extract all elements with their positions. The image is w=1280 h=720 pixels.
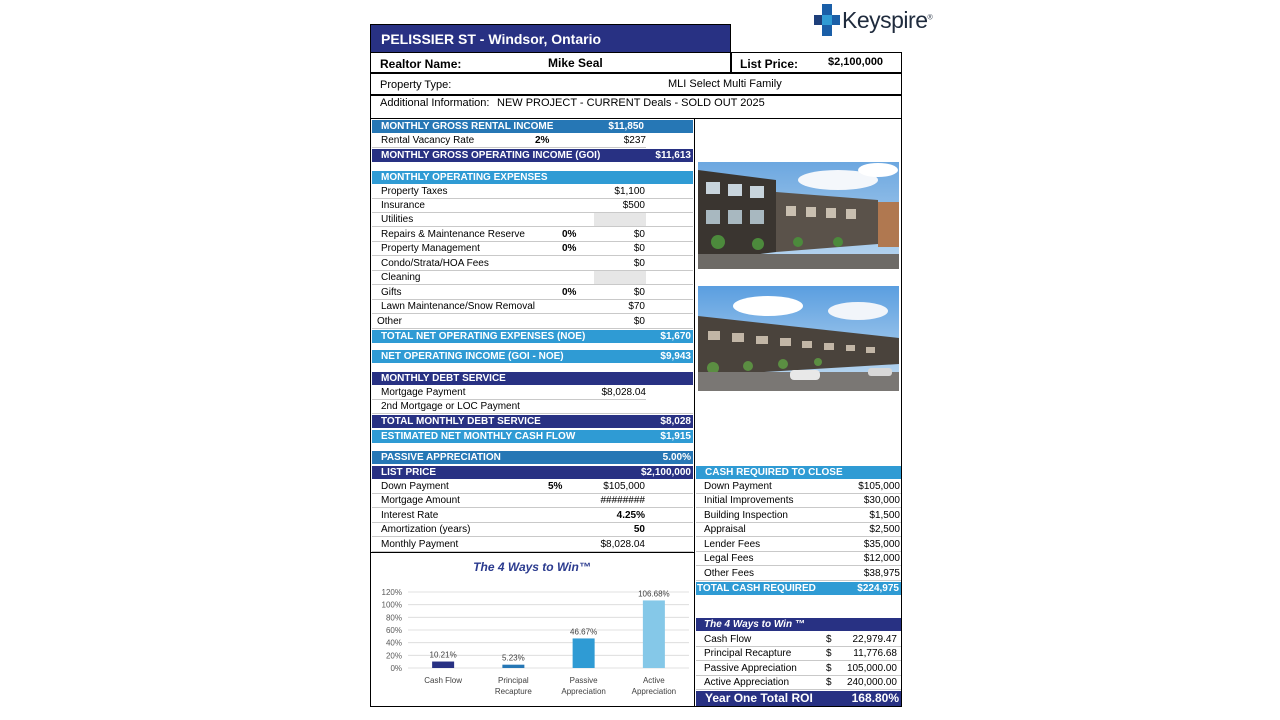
- chart-data-label: 106.68%: [638, 589, 670, 599]
- chart-y-tick-label: 0%: [390, 664, 402, 673]
- realtor-value: Mike Seal: [548, 56, 603, 70]
- chart-category-label: Active: [642, 676, 665, 685]
- cashflow-band: ESTIMATED NET MONTHLY CASH FLOW $1,915: [372, 430, 693, 443]
- passive-appreciation-band: PASSIVE APPRECIATION 5.00%: [372, 451, 693, 464]
- ways-row: [696, 633, 901, 647]
- ways-currency: $: [826, 663, 832, 674]
- financing-row: [372, 523, 693, 537]
- expense-row: [372, 286, 693, 300]
- expense-label: Condo/Strata/HOA Fees: [381, 258, 489, 269]
- expense-row: [372, 315, 693, 329]
- close-cost-label: Lender Fees: [704, 539, 761, 550]
- keyspire-logo: [814, 4, 934, 38]
- noi-band: NET OPERATING INCOME (GOI - NOE) $9,943: [372, 350, 693, 363]
- chart-y-tick-label: 60%: [385, 626, 402, 635]
- expense-value: $0: [633, 229, 645, 240]
- chart-category-label: Appreciation: [561, 687, 606, 696]
- ways-currency: $: [826, 634, 832, 645]
- chart-bar: [502, 665, 524, 668]
- expense-row: [372, 185, 693, 199]
- ways-row: [696, 647, 901, 661]
- chart-category-label: Cash Flow: [424, 676, 463, 685]
- expense-row: [372, 257, 693, 271]
- close-cost-value: $35,000: [863, 539, 900, 550]
- total-noe-band: TOTAL NET OPERATING EXPENSES (NOE) $1,670: [372, 330, 693, 343]
- goi-band: MONTHLY GROSS OPERATING INCOME (GOI) $11,613: [372, 149, 693, 162]
- expense-value: $500: [622, 200, 645, 211]
- expense-value: $0: [633, 258, 645, 269]
- expense-row: [372, 213, 693, 227]
- chart-bar: [432, 662, 454, 668]
- close-cost-label: Down Payment: [704, 481, 772, 492]
- close-cost-value: $38,975: [863, 568, 900, 579]
- chart-category-label: Recapture: [494, 687, 532, 696]
- expense-label: Lawn Maintenance/Snow Removal: [381, 301, 535, 312]
- financing-pct: 5%: [548, 481, 563, 492]
- ways-row: [696, 676, 901, 690]
- column-divider: [694, 119, 695, 707]
- list-price-row: [731, 52, 902, 73]
- financing-label: Monthly Payment: [381, 539, 459, 550]
- ways-row: [696, 662, 901, 676]
- additional-info-value: NEW PROJECT - CURRENT Deals - SOLD OUT 2025: [497, 97, 765, 109]
- property-type-label: Property Type:: [380, 79, 452, 91]
- chart-data-label: 5.23%: [502, 653, 525, 663]
- list-price-value: $2,100,000: [828, 56, 884, 68]
- expense-pct: 0%: [562, 287, 577, 298]
- expense-label: Property Management: [381, 243, 480, 254]
- list-price-label: List Price:: [740, 57, 799, 71]
- ways-value: 105,000.00: [846, 663, 897, 674]
- financing-row: [372, 509, 693, 523]
- ways-label: Passive Appreciation: [704, 663, 797, 674]
- expense-value: $0: [633, 287, 645, 298]
- expense-row: [372, 228, 693, 242]
- close-cost-value: $1,500: [869, 510, 900, 521]
- financing-label: Down Payment: [381, 481, 449, 492]
- close-cost-row: [696, 523, 901, 537]
- close-cost-label: Building Inspection: [704, 510, 788, 521]
- chart-y-tick-label: 120%: [381, 588, 402, 597]
- ways-band: The 4 Ways to Win ™: [696, 618, 901, 631]
- financing-row: [372, 538, 693, 552]
- close-cost-row: [696, 567, 901, 581]
- financing-value: 4.25%: [616, 510, 645, 521]
- ways-currency: $: [826, 677, 832, 688]
- chart-data-label: 46.67%: [570, 627, 598, 637]
- chart-y-tick-label: 100%: [381, 600, 402, 610]
- gross-income-band: MONTHLY GROSS RENTAL INCOME $11,850: [372, 120, 693, 133]
- financing-label: Amortization (years): [381, 524, 471, 535]
- ways-value: 240,000.00: [846, 677, 897, 688]
- chart-y-tick-label: 80%: [385, 613, 402, 623]
- close-cost-value: $2,500: [869, 524, 900, 535]
- close-cost-row: [696, 480, 901, 494]
- expense-label: Cleaning: [381, 272, 421, 283]
- vacancy-row: Rental Vacancy Rate 2% $237: [372, 134, 646, 148]
- ways-value: 22,979.47: [852, 634, 897, 645]
- close-cost-label: Other Fees: [704, 568, 755, 579]
- realtor-row: [370, 52, 731, 73]
- close-cost-label: Initial Improvements: [704, 495, 794, 506]
- close-cost-row: [696, 494, 901, 508]
- financing-value: ########: [600, 495, 645, 506]
- total-debt-band: TOTAL MONTHLY DEBT SERVICE $8,028: [372, 415, 693, 428]
- ways-to-win-chart: [371, 553, 694, 706]
- close-cost-row: [696, 538, 901, 552]
- close-cost-value: $105,000: [858, 481, 900, 492]
- chart-category-label: Appreciation: [631, 687, 677, 696]
- chart-data-label: 10.21%: [429, 650, 457, 660]
- chart-category-label: Principal: [498, 676, 529, 685]
- expenses-band: MONTHLY OPERATING EXPENSES: [372, 171, 693, 184]
- close-cost-label: Legal Fees: [704, 553, 754, 564]
- financing-row: [372, 480, 693, 494]
- page-title: PELISSIER ST - Windsor, Ontario: [370, 24, 731, 53]
- expense-row: [372, 300, 693, 314]
- close-cost-row: [696, 552, 901, 566]
- close-cost-label: Appraisal: [704, 524, 746, 535]
- second-mortgage-row: 2nd Mortgage or LOC Payment: [372, 400, 693, 414]
- total-cash-band: TOTAL CASH REQUIRED $224,975: [697, 583, 899, 594]
- expense-label: Repairs & Maintenance Reserve: [381, 229, 525, 240]
- expense-label: Utilities: [381, 214, 414, 225]
- property-type-row: [370, 73, 902, 95]
- expense-label: Property Taxes: [381, 186, 448, 197]
- property-photo-2: [698, 286, 899, 391]
- financing-label: Interest Rate: [381, 510, 439, 521]
- financing-value: 50: [633, 524, 645, 535]
- debt-band: MONTHLY DEBT SERVICE: [372, 372, 693, 385]
- expense-pct: 0%: [562, 243, 577, 254]
- mortgage-payment-row: Mortgage Payment $8,028.04: [372, 386, 646, 400]
- additional-info-row: [370, 95, 902, 119]
- chart-svg: [371, 553, 694, 706]
- expense-label: Other: [377, 316, 403, 327]
- expense-value: $0: [633, 243, 645, 254]
- expense-value: $70: [628, 301, 645, 312]
- financing-row: [372, 494, 693, 508]
- expense-value: $1,100: [614, 186, 645, 197]
- expense-pct: 0%: [562, 229, 577, 240]
- expense-row: [372, 271, 693, 285]
- chart-y-tick-label: 20%: [385, 651, 402, 661]
- ways-currency: $: [826, 648, 832, 659]
- close-cost-value: $12,000: [863, 553, 900, 564]
- close-cost-value: $30,000: [863, 495, 900, 506]
- close-cost-row: [696, 509, 901, 523]
- financing-value: $8,028.04: [600, 539, 645, 550]
- chart-bar: [573, 638, 595, 668]
- additional-info-label: Additional Information:: [380, 97, 490, 109]
- financing-label: Mortgage Amount: [381, 495, 460, 506]
- expense-label: Insurance: [381, 200, 425, 211]
- financing-value: $105,000: [603, 481, 645, 492]
- chart-y-tick-label: 40%: [385, 638, 402, 648]
- keyspire-mark-icon: [814, 4, 840, 36]
- chart-title: The 4 Ways to Win™: [473, 560, 591, 574]
- ways-value: 11,776.68: [853, 648, 897, 659]
- expense-value: $0: [633, 316, 645, 327]
- logo-text: Keyspire®: [842, 7, 933, 33]
- chart-bar: [643, 600, 665, 668]
- ways-label: Cash Flow: [704, 634, 752, 645]
- realtor-label: Realtor Name:: [380, 57, 462, 71]
- ways-label: Principal Recapture: [704, 648, 792, 659]
- expense-label: Gifts: [381, 287, 402, 298]
- roi-band: Year One Total ROI 168.80%: [696, 691, 901, 706]
- list-price-band: LIST PRICE $2,100,000: [372, 466, 693, 479]
- property-photo-1: [698, 162, 899, 269]
- expense-row: [372, 242, 693, 256]
- ways-label: Active Appreciation: [704, 677, 790, 688]
- cash-to-close-band: CASH REQUIRED TO CLOSE: [696, 466, 901, 479]
- expense-row: [372, 199, 693, 213]
- property-type-value: MLI Select Multi Family: [668, 78, 782, 90]
- chart-category-label: Passive: [569, 676, 598, 685]
